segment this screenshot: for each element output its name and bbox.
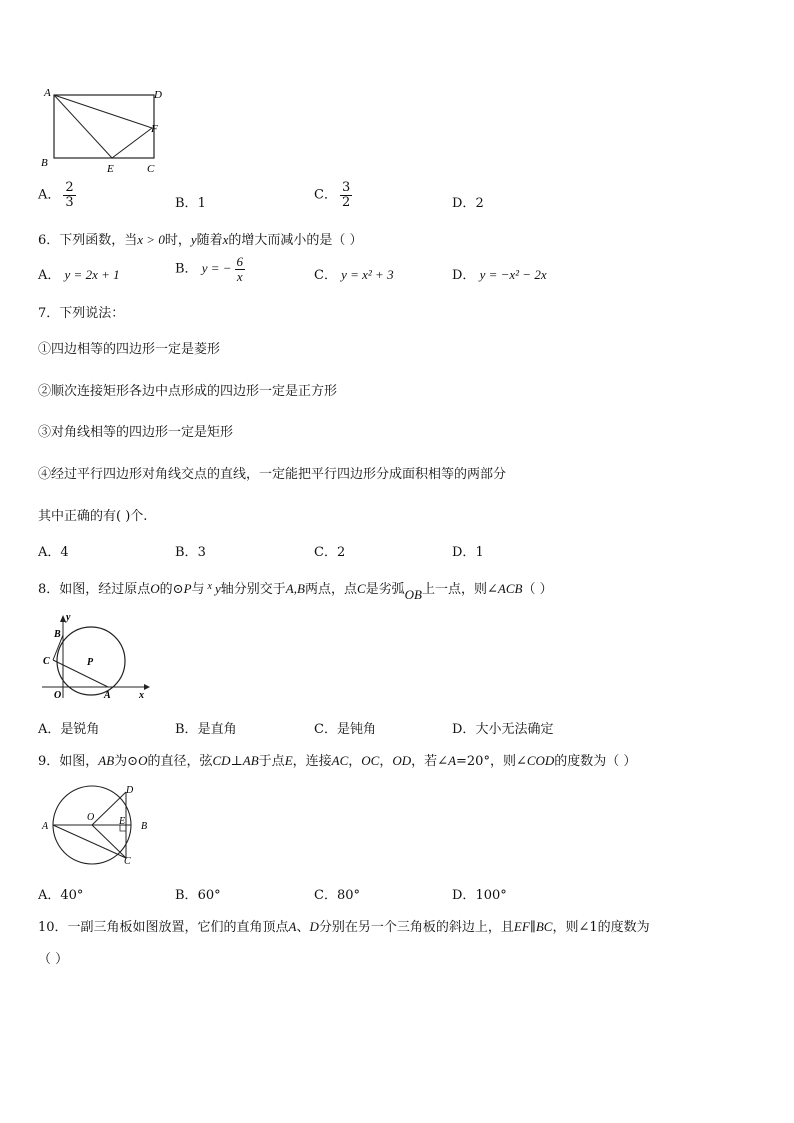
q7-statement-2: ②顺次连接矩形各边中点形成的四边形一定是正方形 bbox=[38, 384, 338, 399]
math: A bbox=[448, 753, 457, 768]
q9-segment-ac bbox=[53, 825, 126, 858]
stem-text: 、 bbox=[296, 920, 310, 935]
option-value: 4 bbox=[60, 545, 69, 560]
stem-text: 与 bbox=[191, 582, 205, 597]
q7-option-c[interactable] bbox=[314, 541, 345, 560]
stem-text: ，则∠1的度数为 bbox=[552, 920, 650, 935]
q5-option-b[interactable] bbox=[175, 192, 206, 211]
option-letter: D． bbox=[452, 888, 476, 903]
option-value: 大小无法确定 bbox=[475, 722, 554, 737]
option-value: 是钝角 bbox=[336, 722, 376, 737]
math: O bbox=[150, 581, 160, 596]
option-letter: B． bbox=[175, 545, 198, 560]
q8-label-a: A bbox=[104, 690, 111, 701]
math: AB bbox=[242, 753, 259, 768]
denominator: x bbox=[236, 268, 243, 284]
q9-option-c[interactable] bbox=[314, 884, 360, 903]
q8-label-y: y bbox=[66, 612, 71, 623]
math: CD bbox=[212, 753, 231, 768]
option-letter: C． bbox=[314, 187, 337, 203]
q9-option-b[interactable] bbox=[175, 884, 221, 903]
option-value: 40° bbox=[60, 888, 84, 903]
math: AC bbox=[331, 753, 349, 768]
option-value: 1 bbox=[197, 196, 206, 211]
q7-stem: 7．下列说法： bbox=[38, 306, 125, 321]
option-value: 2 bbox=[475, 196, 484, 211]
option-value: 2 bbox=[336, 545, 346, 560]
q5-option-d[interactable] bbox=[452, 192, 484, 211]
option-letter: D． bbox=[452, 722, 476, 737]
q5-figure bbox=[36, 84, 176, 176]
math: COD bbox=[526, 753, 555, 768]
numerator: 2 bbox=[65, 180, 74, 195]
math: x bbox=[222, 232, 229, 247]
math: OD bbox=[392, 753, 412, 768]
stem-text: 的⊙ bbox=[159, 582, 184, 597]
option-letter: A． bbox=[38, 545, 61, 560]
q8-label-p: P bbox=[87, 657, 94, 668]
q9-label-a: A bbox=[42, 821, 49, 832]
math: y bbox=[215, 581, 221, 596]
option-letter: D． bbox=[452, 268, 476, 283]
option-value: 100° bbox=[475, 888, 507, 903]
option-letter: B． bbox=[175, 722, 198, 737]
denominator: 3 bbox=[65, 194, 74, 210]
q8-label-c: C bbox=[43, 656, 50, 667]
q8-option-a[interactable] bbox=[38, 718, 99, 737]
math: EF bbox=[513, 919, 530, 934]
stem-text: ，连接 bbox=[292, 754, 332, 769]
option-value: 80° bbox=[336, 888, 360, 903]
q7-statement-1: ①四边相等的四边形一定是菱形 bbox=[38, 342, 221, 357]
q9-label-c: C bbox=[124, 856, 131, 867]
q9-stem bbox=[38, 750, 636, 769]
stem-text: 两点，点 bbox=[304, 582, 357, 597]
q8-option-b[interactable] bbox=[175, 718, 237, 737]
stem-text: 9．如图， bbox=[38, 754, 99, 769]
q6-option-a[interactable] bbox=[38, 264, 120, 283]
q5-label-a: A bbox=[44, 87, 51, 99]
option-letter: A． bbox=[38, 722, 61, 737]
stem-text: ，若∠ bbox=[411, 754, 449, 769]
q7-statement-3: ③对角线相等的四边形一定是矩形 bbox=[38, 425, 234, 440]
q9-label-o: O bbox=[87, 812, 95, 823]
option-value: 3 bbox=[197, 545, 206, 560]
stem-text: 10．一副三角板如图放置，它们的直角顶点 bbox=[38, 920, 289, 935]
math: D bbox=[309, 919, 319, 934]
q8-stem bbox=[38, 578, 553, 603]
denominator: 2 bbox=[341, 194, 351, 210]
q10-stem bbox=[38, 916, 650, 935]
math: y = x² + 3 bbox=[341, 267, 394, 282]
option-letter: B． bbox=[175, 261, 198, 277]
q9-option-a[interactable] bbox=[38, 884, 83, 903]
math: E bbox=[284, 753, 293, 768]
q8-label-o: O bbox=[54, 690, 62, 701]
q5-option-c[interactable] bbox=[314, 181, 355, 209]
q7-option-a[interactable] bbox=[38, 541, 69, 560]
q9-label-d: D bbox=[126, 785, 134, 796]
q9-segment-oc bbox=[92, 825, 126, 858]
stem-text: 随着 bbox=[196, 233, 223, 248]
option-value: 60° bbox=[197, 888, 221, 903]
q9-figure bbox=[36, 780, 156, 870]
stem-text: 时， bbox=[164, 233, 191, 248]
q5-segment-ef bbox=[112, 128, 152, 158]
q5-label-b: B bbox=[41, 157, 48, 169]
option-letter: B． bbox=[175, 196, 198, 211]
q6-stem bbox=[38, 229, 363, 248]
stem-text: 分别在另一个三角板的斜边上，且 bbox=[318, 920, 514, 935]
q7-conclusion: 其中正确的有( )个. bbox=[38, 509, 148, 524]
math: A,B bbox=[285, 581, 305, 596]
stem-text: 的增大而减小的是（ ） bbox=[228, 233, 363, 248]
option-letter: A． bbox=[38, 888, 61, 903]
q5-rectangle-abcd bbox=[54, 95, 154, 158]
q5-label-e: E bbox=[107, 163, 114, 175]
fraction bbox=[340, 181, 352, 209]
stem-text: 上一点，则∠ bbox=[421, 582, 498, 597]
q8-figure bbox=[36, 612, 156, 702]
option-value: 是锐角 bbox=[60, 722, 100, 737]
stem-text: 8．如图，经过原点 bbox=[38, 582, 151, 597]
option-letter: C． bbox=[314, 545, 337, 560]
math: y bbox=[190, 232, 197, 247]
q7-option-d[interactable] bbox=[452, 541, 484, 560]
math: OC bbox=[361, 753, 380, 768]
q10-answer-paren: （ ） bbox=[38, 952, 69, 967]
option-letter: B． bbox=[175, 888, 198, 903]
stem-text: （ ） bbox=[522, 582, 553, 597]
q6-option-b[interactable] bbox=[175, 255, 248, 283]
q8-label-b: B bbox=[54, 629, 61, 640]
numerator: 6 bbox=[236, 254, 244, 269]
q6-option-d[interactable] bbox=[452, 264, 547, 283]
math: OB bbox=[404, 587, 422, 602]
q5-label-f: F bbox=[151, 123, 158, 135]
option-letter: D． bbox=[452, 196, 476, 211]
q8-label-x: x bbox=[139, 690, 144, 701]
stem-text: 为⊙ bbox=[114, 754, 139, 769]
stem-text: ⊥ bbox=[230, 754, 243, 769]
option-value: 1 bbox=[475, 545, 484, 560]
math: ACB bbox=[497, 581, 523, 596]
q8-option-c[interactable] bbox=[314, 718, 376, 737]
stem-text: =20°，则∠ bbox=[456, 754, 527, 769]
arrow-icon bbox=[144, 684, 150, 690]
q5-label-d: D bbox=[154, 89, 162, 101]
fraction bbox=[235, 255, 246, 283]
fraction bbox=[63, 181, 75, 209]
math: A bbox=[288, 919, 297, 934]
option-letter: D． bbox=[452, 545, 476, 560]
q5-label-c: C bbox=[147, 163, 155, 175]
stem-text: ， bbox=[379, 754, 393, 769]
stem-text: 是劣弧 bbox=[365, 582, 405, 597]
q5-option-a[interactable] bbox=[38, 181, 79, 209]
option-value: 是直角 bbox=[197, 722, 237, 737]
q7-option-b[interactable] bbox=[175, 541, 206, 560]
math: x bbox=[207, 581, 212, 592]
numerator: 3 bbox=[341, 180, 351, 195]
math: AB bbox=[98, 753, 115, 768]
math: x > 0 bbox=[137, 232, 165, 247]
stem-text: 的直径，弦 bbox=[147, 754, 213, 769]
math: BC bbox=[535, 919, 553, 934]
math: y = −x² − 2x bbox=[479, 267, 547, 282]
q8-option-d[interactable] bbox=[452, 718, 553, 737]
math: P bbox=[183, 581, 192, 596]
stem-text: 的度数为（ ） bbox=[554, 754, 637, 769]
option-letter: C． bbox=[314, 888, 337, 903]
stem-text: 6．下列函数，当 bbox=[38, 233, 138, 248]
stem-text: ， bbox=[348, 754, 362, 769]
stem-text: ∥ bbox=[529, 920, 536, 935]
option-letter: A． bbox=[38, 187, 61, 203]
stem-text: 轴分别交于 bbox=[220, 582, 286, 597]
q8-segment-ca bbox=[53, 660, 108, 687]
stem-text: 于点 bbox=[258, 754, 285, 769]
q9-option-d[interactable] bbox=[452, 884, 507, 903]
q9-label-b: B bbox=[141, 821, 148, 832]
math: C bbox=[356, 581, 366, 596]
option-letter: A． bbox=[38, 268, 61, 283]
math: y = 2x + 1 bbox=[64, 267, 120, 282]
q6-option-c[interactable] bbox=[314, 264, 394, 283]
math: y = − bbox=[201, 260, 232, 276]
q7-statement-4: ④经过平行四边形对角线交点的直线，一定能把平行四边形分成面积相等的两部分 bbox=[38, 467, 507, 482]
math: O bbox=[138, 753, 148, 768]
option-letter: C． bbox=[314, 722, 337, 737]
q9-label-e: E bbox=[119, 816, 126, 827]
option-letter: C． bbox=[314, 268, 337, 283]
